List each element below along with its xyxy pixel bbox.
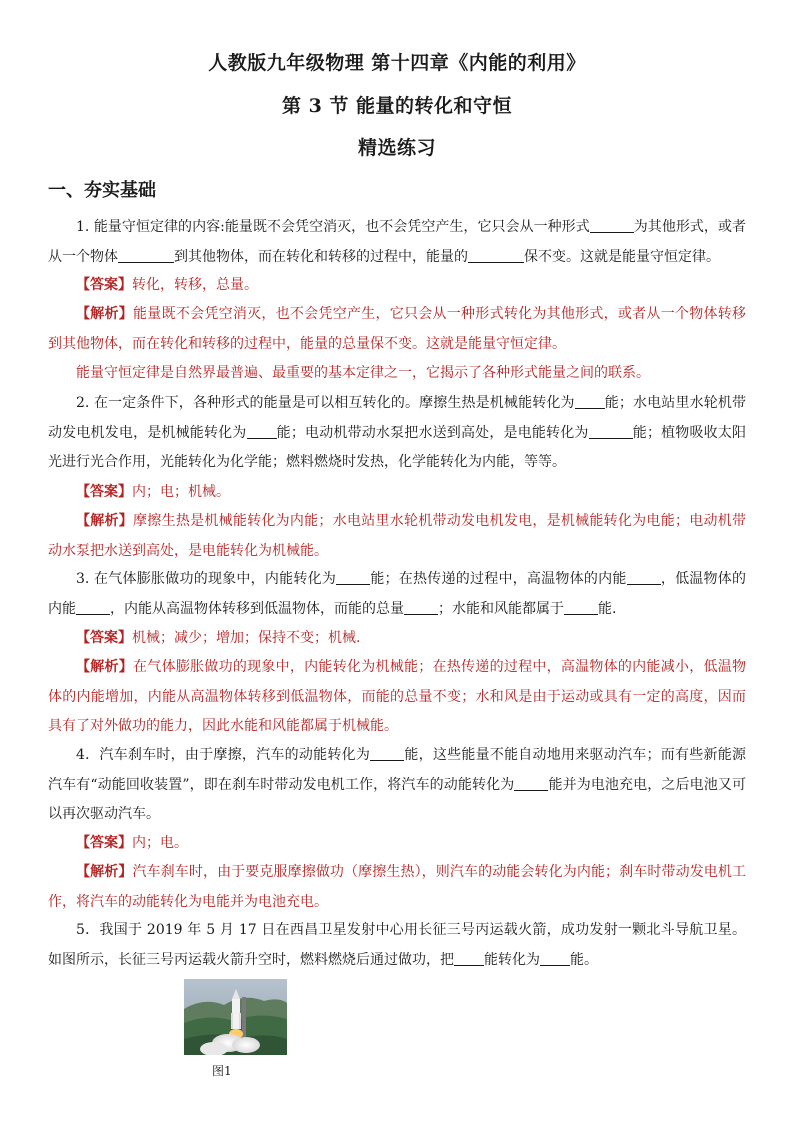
question-1: 1. 能量守恒定律的内容:能量既不会凭空消灭，也不会凭空产生，它只会从一种形式 为其他形式，或者从一个物体 到其他物体，而在转化和转移的过程中，能量的 保不变。这就是能量守恒定律。	[48, 219, 746, 265]
answer-blank[interactable]	[540, 951, 570, 966]
figure-caption: 图1	[212, 1064, 232, 1078]
answer-1: 【答案】转化，转移，总量。	[76, 277, 258, 293]
answer-label: 【答案】	[76, 630, 132, 646]
answer-blank[interactable]	[247, 424, 277, 439]
answer-label: 【答案】	[76, 835, 132, 851]
section-title: 第 3 节 能量的转化和守恒	[281, 95, 513, 117]
answer-label: 【答案】	[76, 277, 132, 293]
document-subtitle: 精选练习	[357, 137, 436, 159]
section-heading: 一、夯实基础	[48, 180, 156, 201]
answer-blank[interactable]	[454, 951, 484, 966]
analysis-label: 【解析】	[76, 306, 134, 322]
answer-blank[interactable]	[514, 776, 548, 791]
answer-blank[interactable]	[118, 248, 174, 263]
question-5: 5．我国于 2019 年 5 月 17 日在西昌卫星发射中心用长征三号丙运载火箭，成功发射一颗北斗导航卫星。如图所示，长征三号丙运载火箭升空时，燃料燃烧后通过做功，把 能转化为 能。	[48, 922, 746, 968]
answer-blank[interactable]	[468, 248, 524, 263]
analysis-label: 【解析】	[76, 513, 134, 529]
answer-blank[interactable]	[627, 570, 661, 585]
answer-blank[interactable]	[370, 746, 404, 761]
question-3: 3. 在气体膨胀做功的现象中，内能转化为 能；在热传递的过程中，高温物体的内能 ，低温物体的内能 ，内能从高温物体转移到低温物体，而能的总量 ；水能和风能都属于 能.	[48, 571, 747, 617]
rocket-launch-photo	[184, 979, 287, 1055]
question-4: 4．汽车刹车时，由于摩擦，汽车的动能转化为 能，这些能量不能自动地用来驱动汽车；而有些新能源汽车有“动能回收装置”，即在刹车时带动发电机工作，将汽车的动能转化为 能并为电池充电，之后电池又可以再次驱动汽车。	[48, 747, 747, 822]
analysis-4: 【解析】汽车刹车时，由于要克服摩擦做功（摩擦生热），则汽车的动能会转化为内能；刹车时带动发电机工作，将汽车的动能转化为电能并为电池充电。	[48, 864, 747, 910]
analysis-3: 【解析】在气体膨胀做功的现象中，内能转化为机械能；在热传递的过程中，高温物体的内能减小，低温物体的内能增加，内能从高温物体转移到低温物体，而能的总量不变；水和风是由于运动或具有一定的高度，因而具有了对外做功的能力，因此水能和风能都属于机械能。	[48, 659, 747, 734]
answer-blank[interactable]	[76, 600, 110, 615]
answer-blank[interactable]	[336, 570, 370, 585]
analysis-2: 【解析】摩擦生热是机械能转化为内能；水电站里水轮机带动发电机发电，是机械能转化为电能；电动机带动水泵把水送到高处，是电能转化为机械能。	[48, 513, 747, 559]
document-title: 人教版九年级物理 第十四章《内能的利用》	[208, 52, 586, 74]
answer-blank[interactable]	[575, 394, 605, 409]
analysis-1: 【解析】能量既不会凭空消灭，也不会凭空产生，它只会从一种形式转化为其他形式，或者从一个物体转移到其他物体，而在转化和转移的过程中，能量的总量保不变。这就是能量守恒定律。	[48, 306, 747, 352]
answer-blank[interactable]	[589, 424, 633, 439]
analysis-label: 【解析】	[76, 659, 134, 675]
answer-blank[interactable]	[564, 600, 598, 615]
answer-blank[interactable]	[404, 600, 438, 615]
answer-blank[interactable]	[590, 218, 634, 233]
answer-label: 【答案】	[76, 484, 132, 500]
answer-3: 【答案】机械；减少；增加；保持不变；机械.	[76, 630, 361, 646]
analysis-label: 【解析】	[76, 864, 133, 880]
answer-4: 【答案】内；电。	[76, 835, 188, 851]
analysis-1-note: 能量守恒定律是自然界最普遍、最重要的基本定律之一，它揭示了各种形式能量之间的联系。	[76, 365, 650, 381]
answer-2: 【答案】内；电；机械。	[76, 484, 230, 500]
question-2: 2. 在一定条件下，各种形式的能量是可以相互转化的。摩擦生热是机械能转化为 能；水电站里水轮机带动发电机发电，是机械能转化为 能；电动机带动水泵把水送到高处，是电能转化为 能；植物吸收太阳光进行光合作用，光能转化为化学能；燃料燃烧时发热，化学能转化为内能，等等。	[48, 395, 747, 470]
